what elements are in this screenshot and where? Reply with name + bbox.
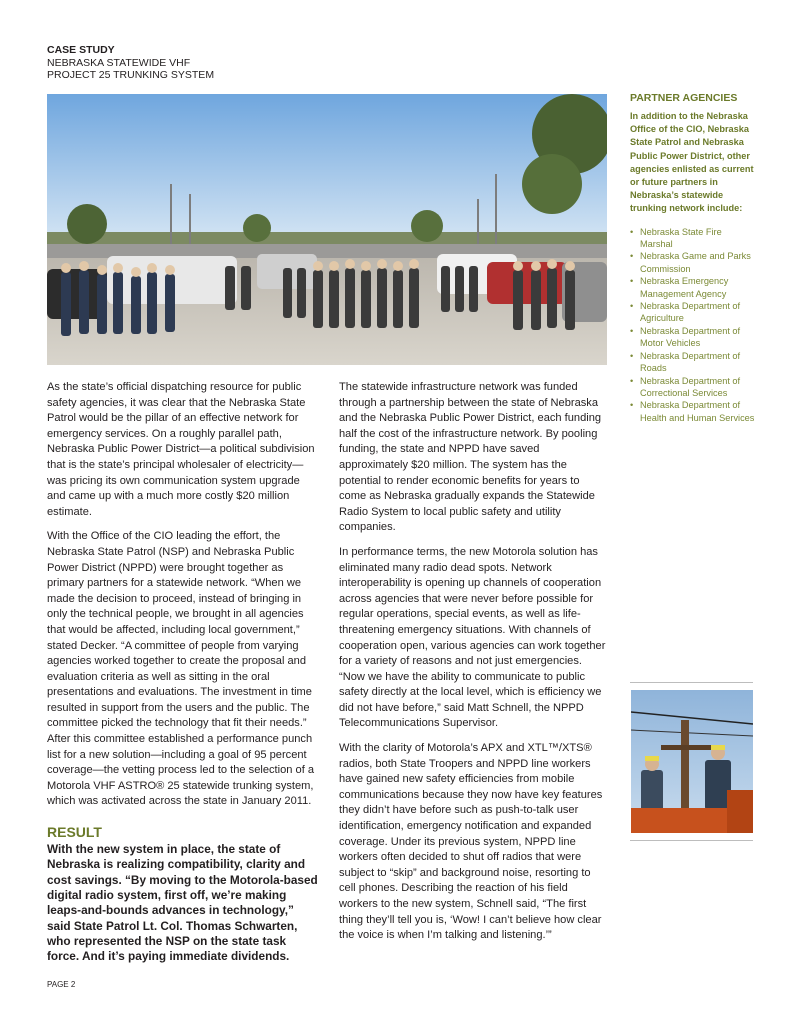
list-item: • Nebraska Department of Motor Vehicles: [630, 325, 756, 350]
list-item: • Nebraska Department of Health and Human Services: [630, 399, 756, 424]
paragraph: In performance terms, the new Motorola solution has eliminated many radio dead spots. Network interoperability is opening up channels of cooperation across agencies that were never before possible for regular operations, special events, as well as life-threatening emergency situations. With channels of cooperation open, various agencies can work together for a variety of reasons and not just emergencies. “Now we have the ability to communicate to public safety directly at the local level, which is efficiency we did not have before,” said Matt Schnell, the NPPD Telecommunications Supervisor.: [339, 545, 606, 730]
paragraph: As the state’s official dispatching resource for public safety agencies, it was clear that the Nebraska State Patrol would be the pillar of an effective network for emergency services. On a roughly parallel path, Nebraska Public Power District—a political subdivision that is the state’s principal wholesaler of electricity—was pricing its own communication system upgrade and came up with a much more costly $20 million estimate.: [47, 381, 315, 518]
sidebar-intro: In addition to the Nebraska Office of the CIO, Nebraska State Patrol and Nebraska Public Power District, other agencies enlisted as current or future partners in Nebraska’s statewide trunking network include:: [630, 111, 754, 214]
result-heading: RESULT: [47, 824, 102, 841]
list-item: • Nebraska Game and Parks Commission: [630, 250, 756, 275]
divider: [630, 840, 753, 841]
divider: [630, 682, 753, 683]
header-line-2: PROJECT 25 TRUNKING SYSTEM: [47, 69, 215, 81]
line-workers-photo: [631, 690, 753, 833]
paragraph: With the clarity of Motorola’s APX and XTL™/XTS® radios, both State Troopers and NPPD line workers have gained new safety efficiencies from mobile communications because they now have key features they didn’t have before such as push-to-talk user identification, emergency notification and expanded coverage. Under its previous system, NPPD line workers often decided to shut off radios that were subject to “skip” and background noise, resorting to cell phones. Describing the reaction of his field workers to the new system, Schnell said, “The first thing they’ll tell you is, ‘Wow! I can’t believe how clear the voice is when I’m talking and listening.’”: [339, 742, 603, 942]
document-header: [47, 44, 214, 82]
body-column-2: [339, 380, 607, 953]
list-item: • Nebraska Department of Agriculture: [630, 300, 756, 325]
body-column-1: [47, 380, 319, 973]
group-photo: [47, 94, 607, 365]
result-body: With the new system in place, the state of Nebraska is realizing compatibility, clarity and cost savings. “By moving to the Motorola-based digital radio system, first off, we’re making leaps-and-bounds advances in technology,” said State Patrol Lt. Col. Thomas Schwarten, who represented the NSP on the state task force. And it’s paying immediate dividends.: [47, 842, 318, 964]
list-item: • Nebraska State Fire Marshal: [630, 226, 756, 251]
list-item: • Nebraska Department of Roads: [630, 350, 756, 375]
list-item: • Nebraska Emergency Management Agency: [630, 275, 756, 300]
header-line-1: NEBRASKA STATEWIDE VHF: [47, 56, 191, 69]
paragraph: The statewide infrastructure network was funded through a partnership between the state of Nebraska and the Nebraska Public Power District, each funding half the cost of the infrastructure network. By pooling funding, the state and NPPD have saved approximately $20 million. The system has the potential to render economic benefits for years to come as Nebraska gradually expands the Statewide Radio System to local public safety and utility companies.: [339, 381, 602, 534]
header-label: CASE STUDY: [47, 44, 115, 56]
agency-list: [630, 226, 756, 425]
partner-agencies-sidebar: [630, 92, 756, 424]
paragraph: With the Office of the CIO leading the effort, the Nebraska State Patrol (NSP) and Nebraska Public Power District (NPPD) were brought together as primary partners for a statewide network. “When we made the decision to proceed, instead of bringing in only the technical people, we brought in all agencies that would be affected, including local government,” stated Decker. “A committee of people from varying agencies worked together to create the proposal and evaluation criteria as well as sitting in the oral presentations and evaluations. The investment in time resulted in support from the users and the public. The committee picked the technology that fit their needs.” After this committee established a performance punch list for a new solution—including a goal of 95 percent coverage—the vetting process led to the selection of a Motorola VHF ASTRO® 25 statewide trunking system, which was activated across the state in January 2011.: [47, 530, 315, 808]
sidebar-title: PARTNER AGENCIES: [630, 92, 738, 104]
page-number: PAGE 2: [47, 980, 76, 989]
list-item: • Nebraska Department of Correctional Services: [630, 375, 756, 400]
